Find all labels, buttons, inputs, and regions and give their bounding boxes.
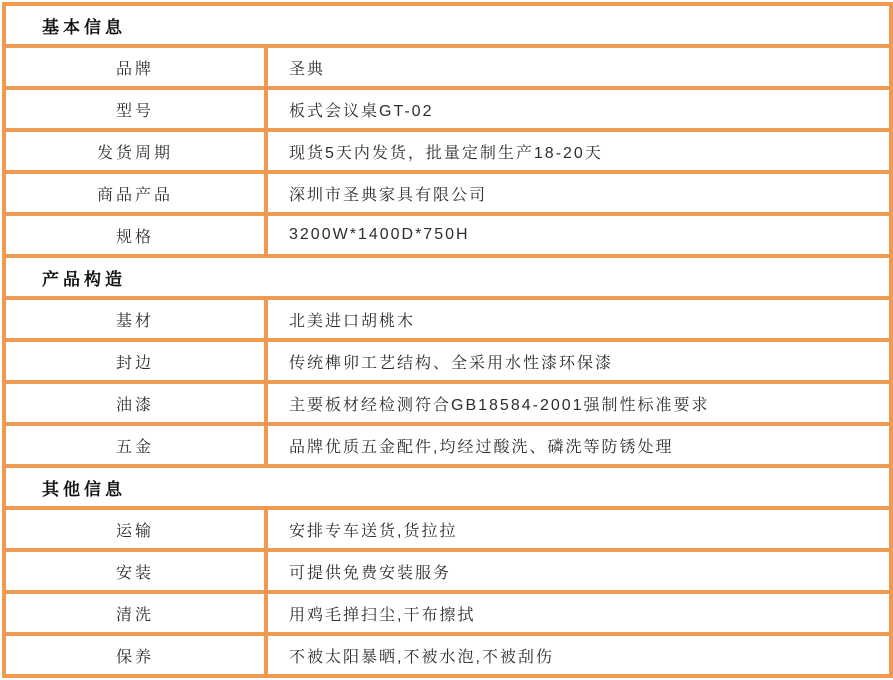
table-row-edge-banding xyxy=(4,340,891,382)
value-specification: 3200W*1400D*750H xyxy=(266,214,891,256)
table-row-cleaning xyxy=(4,592,891,634)
section-header-product-structure: 产品构造 xyxy=(4,256,891,298)
label-installation: 安装 xyxy=(4,550,266,592)
label-brand: 品牌 xyxy=(4,46,266,88)
value-model: 板式会议桌GT-02 xyxy=(266,88,891,130)
label-paint: 油漆 xyxy=(4,382,266,424)
table-row-installation xyxy=(4,550,891,592)
value-transport: 安排专车送货,货拉拉 xyxy=(266,508,891,550)
label-edge-banding: 封边 xyxy=(4,340,266,382)
label-delivery-cycle: 发货周期 xyxy=(4,130,266,172)
label-maintenance: 保养 xyxy=(4,634,266,676)
value-edge-banding: 传统榫卯工艺结构、全采用水性漆环保漆 xyxy=(266,340,891,382)
section-header-basic-info: 基本信息 xyxy=(4,4,891,46)
table-row-model xyxy=(4,88,891,130)
value-brand: 圣典 xyxy=(266,46,891,88)
value-base-material: 北美进口胡桃木 xyxy=(266,298,891,340)
value-installation: 可提供免费安装服务 xyxy=(266,550,891,592)
section-header-other-info: 其他信息 xyxy=(4,466,891,508)
table-row-brand xyxy=(4,46,891,88)
value-maintenance: 不被太阳暴晒,不被水泡,不被刮伤 xyxy=(266,634,891,676)
label-product-company: 商品产品 xyxy=(4,172,266,214)
label-model: 型号 xyxy=(4,88,266,130)
table-row-hardware xyxy=(4,424,891,466)
table-row-delivery-cycle xyxy=(4,130,891,172)
section-row-basic-info xyxy=(4,4,891,46)
table-row-base-material xyxy=(4,298,891,340)
product-spec-table xyxy=(2,2,893,678)
table-row-maintenance xyxy=(4,634,891,676)
label-cleaning: 清洗 xyxy=(4,592,266,634)
section-row-product-structure xyxy=(4,256,891,298)
label-transport: 运输 xyxy=(4,508,266,550)
value-product-company: 深圳市圣典家具有限公司 xyxy=(266,172,891,214)
label-hardware: 五金 xyxy=(4,424,266,466)
value-paint: 主要板材经检测符合GB18584-2001强制性标准要求 xyxy=(266,382,891,424)
label-specification: 规格 xyxy=(4,214,266,256)
section-row-other-info xyxy=(4,466,891,508)
value-delivery-cycle: 现货5天内发货，批量定制生产18-20天 xyxy=(266,130,891,172)
table-row-transport xyxy=(4,508,891,550)
value-cleaning: 用鸡毛掸扫尘,干布擦拭 xyxy=(266,592,891,634)
table-row-paint xyxy=(4,382,891,424)
value-hardware: 品牌优质五金配件,均经过酸洗、磷洗等防锈处理 xyxy=(266,424,891,466)
label-base-material: 基材 xyxy=(4,298,266,340)
table-row-product-company xyxy=(4,172,891,214)
table-row-specification xyxy=(4,214,891,256)
